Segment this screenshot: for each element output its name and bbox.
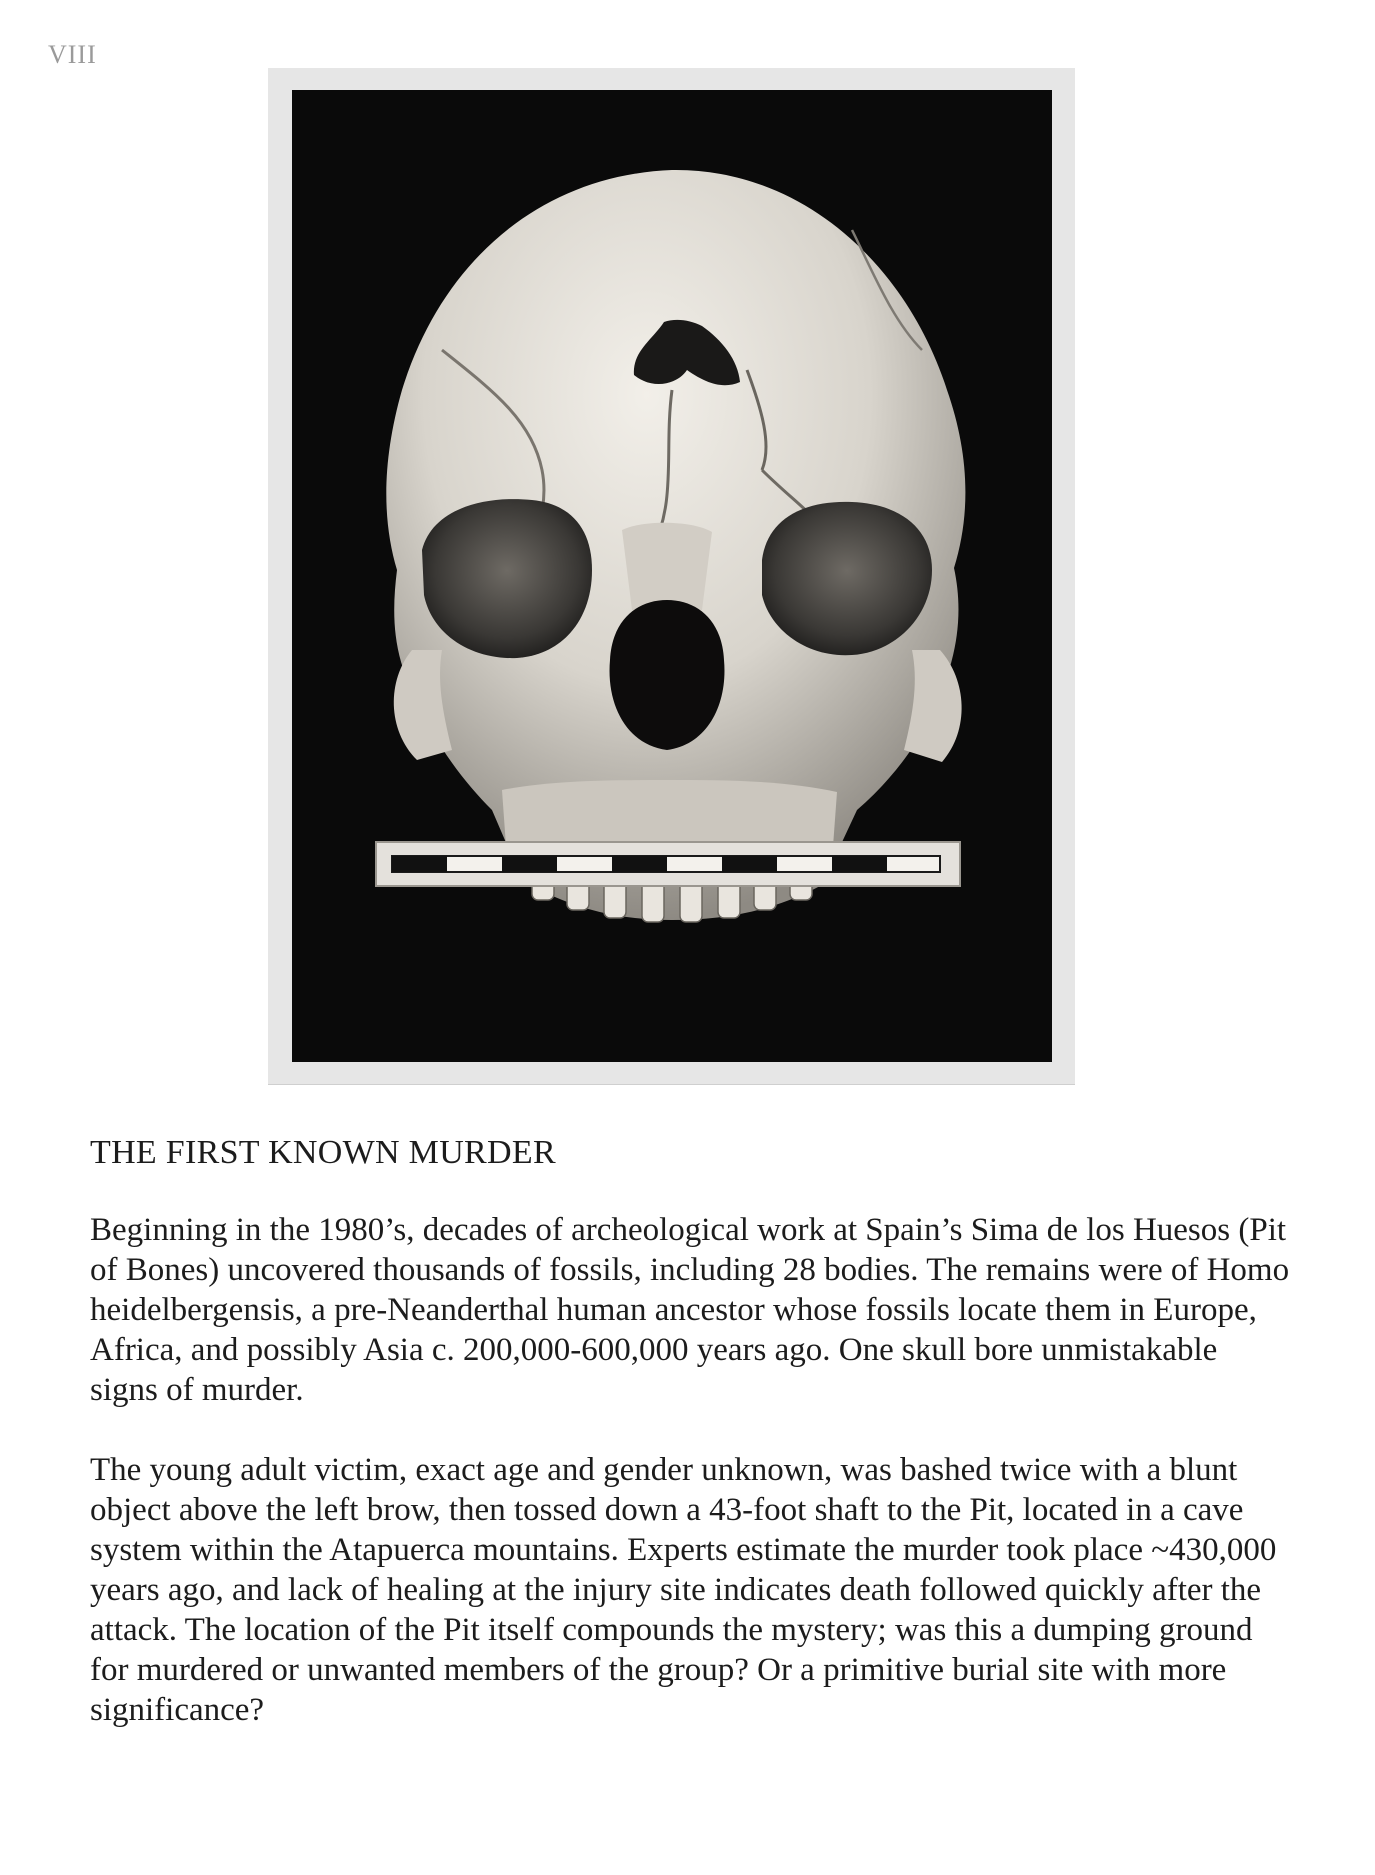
page-number: VIII — [48, 40, 97, 69]
skull-photograph — [292, 90, 1052, 1062]
scale-bar — [376, 842, 960, 886]
caption-title: THE FIRST KNOWN MURDER — [90, 1134, 556, 1171]
caption-paragraph: The young adult victim, exact age and gender unknown, was bashed twice with a blunt object above the left brow, then tossed down a 43-foot shaft to the Pit, located in a cave system within the Atapuerca mountains. Experts estimate the murder took place ~430,000 years ago, and lack of healing at the injury site indicates death followed quickly after the attack. The location of the Pit itself compounds the mystery; was this a dumping ground for murdered or unwanted members of the group? Or a primitive burial site with more significance? — [90, 1452, 1277, 1728]
caption — [90, 1134, 1290, 1770]
skull-illustration — [292, 90, 1052, 1062]
photo-mount — [268, 68, 1075, 1084]
caption-paragraph: Beginning in the 1980’s, decades of archeological work at Spain’s Sima de los Huesos (Pit of Bones) uncovered thousands of fossils, including 28 bodies. The remains were of Homo heidelbergensis, a pre-Neanderthal human ancestor whose fossils locate them in Europe, Africa, and possibly Asia c. 200,000-600,000 years ago. One skull bore unmistakable signs of murder. — [90, 1212, 1290, 1408]
